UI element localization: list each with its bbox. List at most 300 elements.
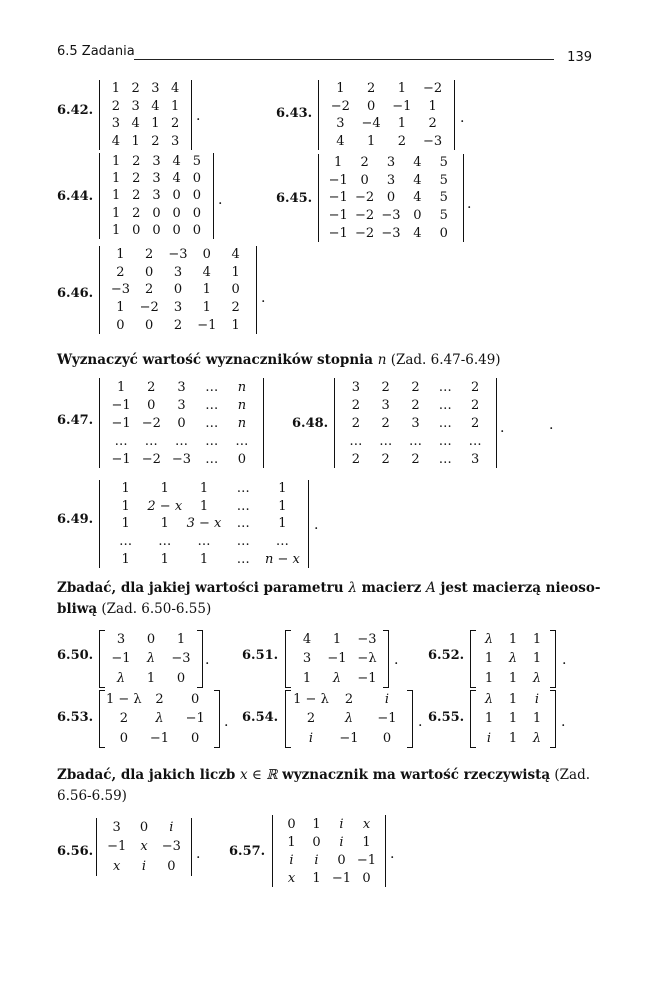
matrix-cell: 2 <box>306 711 316 727</box>
matrix-cell: λ <box>332 670 342 686</box>
matrix-cell: 2 <box>351 415 361 431</box>
problem-label: 6.51. <box>242 648 279 663</box>
matrix-cell: λ <box>155 711 164 727</box>
matrix-cell: 2 <box>470 397 480 413</box>
matrix-cell: … <box>119 534 133 550</box>
instruction-2-line2-bold: bliwą <box>57 601 98 617</box>
matrix-cell: 1 <box>484 711 494 727</box>
matrix-cell: 1 <box>121 551 130 567</box>
matrix-cell: 1 <box>287 834 296 850</box>
matrix-cell: 1 <box>508 730 518 746</box>
matrix-cell: … <box>438 379 452 395</box>
matrix-cell: −3 <box>110 282 130 298</box>
matrix-cell: 5 <box>439 155 448 171</box>
matrix-cell: 0 <box>287 816 296 832</box>
problem-label: 6.47. <box>57 413 94 428</box>
matrix-cell: i <box>314 852 319 868</box>
matrix-cell: 2 <box>470 415 480 431</box>
matrix-cell: 0 <box>147 397 156 413</box>
matrix-cell: 4 <box>151 98 160 114</box>
matrix-cell: … <box>197 534 211 550</box>
section-title: 6.5 Zadania <box>57 44 135 59</box>
matrix-cell: 0 <box>191 692 200 708</box>
matrix-cell: 3 <box>386 155 396 171</box>
matrix-cell: 1 <box>532 711 542 727</box>
matrix-cell: 0 <box>366 98 376 114</box>
problem-label: 6.46. <box>57 286 94 301</box>
matrix <box>99 690 220 748</box>
matrix-cell: 1 <box>302 670 312 686</box>
matrix-cell: 5 <box>439 172 448 188</box>
matrix-cell: … <box>205 433 219 449</box>
matrix-cell: −1 <box>185 711 205 727</box>
matrix-cell: 2 <box>411 451 420 467</box>
matrix-cell: 2 <box>381 379 390 395</box>
matrix-cell: 2 <box>397 133 407 149</box>
matrix-cell: … <box>275 534 289 550</box>
matrix-cell: … <box>438 397 452 413</box>
matrix-cell: 0 <box>172 188 181 204</box>
terminal-period: . <box>196 846 201 862</box>
matrix-cell: 0 <box>192 205 202 221</box>
matrix-cell: 1 <box>336 81 345 97</box>
determinant <box>99 480 309 568</box>
matrix-cell: −1 <box>197 317 217 333</box>
instruction-3-line2: 6.56-6.59) <box>57 788 127 804</box>
matrix-cell: −1 <box>356 852 377 868</box>
matrix-cell: 0 <box>167 858 176 874</box>
matrix-cell: 4 <box>413 225 422 241</box>
matrix-cell: i <box>289 852 294 868</box>
matrix-cell: 1 <box>508 670 518 686</box>
matrix-cell: 2 <box>231 300 240 316</box>
matrix-cell: 4 <box>413 155 422 171</box>
determinant <box>99 378 264 468</box>
matrix-cell: 1 <box>170 98 180 114</box>
matrix-cell: 2 − x <box>147 498 183 514</box>
matrix-cell: 1 <box>176 632 186 648</box>
terminal-period: . <box>205 652 210 668</box>
matrix-cell: 1 <box>278 516 287 532</box>
matrix-cell: … <box>438 451 452 467</box>
matrix-cell: 0 <box>202 247 211 263</box>
page-header <box>57 44 592 66</box>
matrix-cell: 2 <box>145 282 154 298</box>
matrix-cell: 2 <box>170 116 180 132</box>
matrix-cell: 3 <box>177 379 186 395</box>
instruction-2-bold: Zbadać, dla jakiej wartości parametru <box>57 580 349 596</box>
matrix-cell: 4 <box>413 172 422 188</box>
matrix-cell: 1 <box>111 154 121 170</box>
matrix-cell: … <box>236 481 250 497</box>
matrix-cell: λ <box>508 651 518 667</box>
matrix-cell: 3 <box>173 264 183 280</box>
matrix-cell: 1 <box>231 317 240 333</box>
matrix-cell: 4 <box>413 190 422 206</box>
matrix-cell: 0 <box>237 451 247 467</box>
matrix-cell: −1 <box>111 451 131 467</box>
matrix-cell: −1 <box>357 670 377 686</box>
matrix-cell: 0 <box>116 317 125 333</box>
matrix-cell: 2 <box>151 133 160 149</box>
matrix-cell: 5 <box>439 208 448 224</box>
matrix-cell: 1 <box>508 692 518 708</box>
matrix-cell: 3 <box>411 415 420 431</box>
problem-label: 6.42. <box>57 103 94 118</box>
matrix-cell: 1 <box>116 300 125 316</box>
matrix-cell: 0 <box>152 205 161 221</box>
instruction-1-bold: Wyznaczyć wartość wyznaczników stopnia <box>57 352 378 368</box>
matrix-cell: 1 <box>199 498 209 514</box>
matrix-cell: n <box>237 397 247 413</box>
matrix-cell: x <box>112 858 121 874</box>
matrix-cell: … <box>236 498 250 514</box>
matrix-cell: 1 <box>278 481 287 497</box>
matrix-cell: 1 <box>428 98 437 114</box>
matrix-cell: 5 <box>439 190 448 206</box>
matrix-cell: 2 <box>411 397 420 413</box>
matrix-cell: 2 <box>351 397 361 413</box>
terminal-period: . <box>467 196 472 212</box>
instruction-1-rest: (Zad. 6.47-6.49) <box>386 352 501 368</box>
matrix-cell: −3 <box>171 651 191 667</box>
matrix-cell: 2 <box>131 81 140 97</box>
matrix-cell: 1 <box>278 498 287 514</box>
matrix-cell: 0 <box>192 171 202 187</box>
matrix-cell: 1 <box>202 282 211 298</box>
matrix-cell: 1 <box>231 264 240 280</box>
matrix-cell: −1 <box>328 172 348 188</box>
matrix-cell: −2 <box>355 208 375 224</box>
matrix-cell: … <box>235 433 249 449</box>
matrix-cell: 3 <box>152 154 161 170</box>
matrix-cell: 0 <box>139 820 149 836</box>
matrix-cell: 3 − x <box>186 516 222 532</box>
determinant <box>318 154 464 242</box>
matrix-cell: −1 <box>377 711 397 727</box>
matrix-cell: 0 <box>173 282 183 298</box>
matrix-cell: λ <box>484 692 494 708</box>
matrix-cell: λ <box>532 730 542 746</box>
matrix-cell: 1 <box>312 870 321 886</box>
matrix-cell: i <box>486 730 492 746</box>
matrix-cell: 1 <box>199 551 209 567</box>
matrix-cell: x <box>287 870 296 886</box>
terminal-period: . <box>314 517 319 533</box>
matrix-cell: −λ <box>357 651 377 667</box>
matrix-cell: 0 <box>312 834 321 850</box>
problem-label: 6.52. <box>428 648 465 663</box>
matrix-cell: λ <box>146 651 156 667</box>
matrix-cell: 4 <box>172 154 181 170</box>
matrix-cell: 0 <box>192 222 202 238</box>
matrix-cell: i <box>534 692 540 708</box>
matrix-cell: 0 <box>172 205 181 221</box>
matrix-cell: 1 <box>334 155 343 171</box>
matrix-cell: −3 <box>423 133 443 149</box>
matrix-cell: 2 <box>344 692 354 708</box>
matrix-cell: 0 <box>132 222 141 238</box>
matrix-cell: 1 <box>508 632 518 648</box>
matrix-cell: 1 <box>508 711 518 727</box>
problem-label: 6.55. <box>428 710 465 725</box>
matrix-cell: 1 <box>199 481 209 497</box>
matrix-cell: 2 <box>132 154 141 170</box>
matrix-cell: … <box>349 433 363 449</box>
matrix-cell: 4 <box>170 81 180 97</box>
matrix-cell: 1 <box>111 81 121 97</box>
problem-label: 6.48. <box>292 416 329 431</box>
instruction-3-rest: (Zad. <box>550 767 591 783</box>
matrix-cell: 0 <box>119 730 128 746</box>
matrix-cell: 2 <box>132 188 141 204</box>
matrix-cell: 3 <box>336 116 345 132</box>
matrix-cell: 5 <box>192 154 202 170</box>
matrix-cell: x <box>140 839 148 855</box>
terminal-period: . <box>390 846 395 862</box>
matrix-cell: −3 <box>168 247 188 263</box>
matrix-cell: 2 <box>411 379 420 395</box>
matrix-cell: −2 <box>355 225 375 241</box>
matrix-cell: n <box>237 415 247 431</box>
matrix-cell: … <box>438 415 452 431</box>
matrix-cell: −3 <box>381 208 401 224</box>
matrix-cell: 3 <box>470 451 480 467</box>
matrix-cell: … <box>205 379 219 395</box>
matrix-cell: n <box>237 379 247 395</box>
matrix-cell: 1 <box>366 133 376 149</box>
matrix-cell: 1 <box>532 632 542 648</box>
instruction-paragraph-2 <box>57 578 600 620</box>
instruction-3-bold: Zbadać, dla jakich liczb <box>57 767 240 783</box>
matrix <box>285 690 413 748</box>
matrix-cell: 2 <box>155 692 164 708</box>
matrix-cell: −1 <box>331 870 352 886</box>
matrix-cell: 1 <box>121 498 130 514</box>
terminal-period: . <box>500 420 505 436</box>
matrix-cell: 1 <box>116 247 125 263</box>
matrix-cell: 1 <box>111 205 121 221</box>
matrix <box>470 690 556 748</box>
problem-label: 6.54. <box>242 710 279 725</box>
matrix-cell: −2 <box>141 415 161 431</box>
matrix-cell: 1 <box>116 379 126 395</box>
matrix-cell: −1 <box>328 225 348 241</box>
matrix-cell: i <box>339 816 344 832</box>
matrix-cell: … <box>158 534 172 550</box>
determinant <box>96 818 192 876</box>
matrix-cell: i <box>141 858 147 874</box>
matrix-cell: … <box>236 551 250 567</box>
instruction-2-line2-rest: (Zad. 6.50-6.55) <box>97 601 212 617</box>
terminal-period: . <box>562 652 567 668</box>
header-rule <box>134 59 554 60</box>
matrix-cell: 0 <box>386 190 396 206</box>
problem-label: 6.53. <box>57 710 94 725</box>
matrix-cell: 2 <box>132 171 141 187</box>
matrix-cell: −1 <box>149 730 170 746</box>
matrix-cell: 3 <box>170 133 180 149</box>
matrix-cell: … <box>114 433 128 449</box>
matrix-cell: −3 <box>171 451 192 467</box>
matrix-cell: 1 <box>484 651 494 667</box>
matrix-cell: … <box>205 415 219 431</box>
matrix-cell: 1 <box>151 116 160 132</box>
matrix-cell: −3 <box>161 839 181 855</box>
matrix-cell: 3 <box>302 651 312 667</box>
matrix-cell: 1 <box>362 834 371 850</box>
matrix-cell: 3 <box>351 379 361 395</box>
matrix-cell: 1 <box>121 481 130 497</box>
matrix-cell: 0 <box>413 208 422 224</box>
matrix-cell: 1 <box>111 222 121 238</box>
matrix-cell: 1 <box>312 816 321 832</box>
matrix-cell: 2 <box>381 415 390 431</box>
terminal-period: . <box>549 417 554 433</box>
determinant <box>99 153 214 239</box>
matrix-cell: 2 <box>173 317 183 333</box>
instruction-paragraph-3 <box>57 765 590 807</box>
matrix-cell: 3 <box>386 172 396 188</box>
matrix-cell: … <box>438 433 452 449</box>
matrix-cell: 0 <box>146 632 156 648</box>
matrix-cell: 2 <box>428 116 437 132</box>
matrix-cell: −1 <box>328 208 348 224</box>
matrix-cell: 3 <box>152 171 161 187</box>
matrix-cell: 4 <box>111 133 121 149</box>
determinant <box>272 815 386 887</box>
matrix-cell: … <box>205 397 219 413</box>
matrix-cell: 1 <box>160 481 169 497</box>
page-number: 139 <box>567 50 592 65</box>
matrix-cell: 3 <box>112 820 121 836</box>
problem-label: 6.50. <box>57 648 94 663</box>
matrix-cell: 0 <box>439 225 448 241</box>
matrix-cell: 0 <box>231 282 240 298</box>
matrix-cell: 3 <box>131 98 140 114</box>
matrix-cell: 0 <box>152 222 161 238</box>
matrix-cell: −1 <box>392 98 412 114</box>
matrix-cell: 0 <box>191 730 200 746</box>
terminal-period: . <box>196 108 201 124</box>
matrix-cell: 0 <box>172 222 181 238</box>
matrix-cell: 1 <box>484 670 494 686</box>
matrix-cell: 4 <box>131 116 140 132</box>
matrix-cell: λ <box>532 670 542 686</box>
matrix-cell: 2 <box>351 451 361 467</box>
terminal-period: . <box>460 110 465 126</box>
instruction-1-var: n <box>377 352 387 368</box>
matrix-cell: 3 <box>381 397 390 413</box>
matrix-cell: 3 <box>177 397 186 413</box>
problem-label: 6.44. <box>57 189 94 204</box>
matrix-cell: −2 <box>330 98 350 114</box>
instruction-2-var: A <box>426 580 436 596</box>
terminal-period: . <box>224 714 229 730</box>
matrix-cell: 1 <box>146 670 156 686</box>
matrix-cell: 1 <box>332 632 342 648</box>
matrix-cell: 0 <box>177 415 186 431</box>
instruction-2-bold3: jest macierzą nieoso- <box>435 580 601 596</box>
matrix-cell: −1 <box>328 190 348 206</box>
matrix-cell: i <box>169 820 174 836</box>
matrix-cell: 1 <box>111 171 121 187</box>
instruction-paragraph-1 <box>57 350 501 371</box>
matrix-cell: n − x <box>264 551 300 567</box>
matrix-cell: −3 <box>381 225 401 241</box>
terminal-period: . <box>394 652 399 668</box>
matrix-cell: 4 <box>231 247 240 263</box>
matrix-cell: … <box>174 433 188 449</box>
matrix-cell: −1 <box>111 397 131 413</box>
matrix-cell: 2 <box>145 247 154 263</box>
matrix-cell: 2 <box>119 711 128 727</box>
problem-label: 6.49. <box>57 512 94 527</box>
matrix-cell: 0 <box>362 870 371 886</box>
matrix-cell: … <box>236 516 250 532</box>
matrix-cell: 0 <box>145 264 154 280</box>
matrix-cell: 2 <box>111 98 121 114</box>
matrix-cell: 3 <box>151 81 160 97</box>
determinant <box>318 80 455 150</box>
matrix-cell: 1 − λ <box>106 692 142 708</box>
matrix-cell: … <box>144 433 158 449</box>
matrix-cell: … <box>379 433 393 449</box>
problem-label: 6.45. <box>276 191 313 206</box>
matrix-cell: λ <box>484 632 494 648</box>
matrix <box>99 630 203 688</box>
matrix-cell: 0 <box>145 317 154 333</box>
matrix-cell: 1 <box>397 81 407 97</box>
matrix-cell: 1 − λ <box>293 692 329 708</box>
matrix-cell: 0 <box>192 188 202 204</box>
matrix-cell: 3 <box>152 188 161 204</box>
matrix-cell: 2 <box>132 205 141 221</box>
matrix-cell: −1 <box>111 651 131 667</box>
terminal-period: . <box>561 714 566 730</box>
matrix-cell: 2 <box>366 81 376 97</box>
matrix-cell: 1 <box>160 516 169 532</box>
matrix-cell: −1 <box>327 651 347 667</box>
matrix-cell: 0 <box>337 852 346 868</box>
matrix-cell: −2 <box>139 300 159 316</box>
matrix-cell: 4 <box>302 632 312 648</box>
matrix-cell: λ <box>116 670 126 686</box>
matrix-cell: 2 <box>470 379 480 395</box>
matrix-cell: 1 <box>121 516 130 532</box>
matrix <box>470 630 556 688</box>
matrix-cell: 0 <box>176 670 186 686</box>
matrix-cell: i <box>308 730 314 746</box>
matrix-cell: … <box>408 433 422 449</box>
matrix-cell: λ <box>344 711 354 727</box>
terminal-period: . <box>418 714 423 730</box>
determinant <box>99 80 192 150</box>
matrix-cell: 2 <box>147 379 156 395</box>
matrix-cell: 4 <box>202 264 211 280</box>
determinant <box>334 378 497 468</box>
matrix-cell: 1 <box>111 188 121 204</box>
instruction-3-expr: x ∈ ℝ <box>240 767 278 783</box>
matrix-cell: 0 <box>382 730 392 746</box>
matrix-cell: 2 <box>360 155 369 171</box>
matrix-cell: −4 <box>361 116 381 132</box>
matrix-cell: −2 <box>355 190 375 206</box>
instruction-3-bold2: wyznacznik ma wartość rzeczywistą <box>277 767 551 783</box>
matrix-cell: −1 <box>107 839 127 855</box>
problem-label: 6.43. <box>276 106 313 121</box>
instruction-2-lambda: λ <box>348 580 357 596</box>
